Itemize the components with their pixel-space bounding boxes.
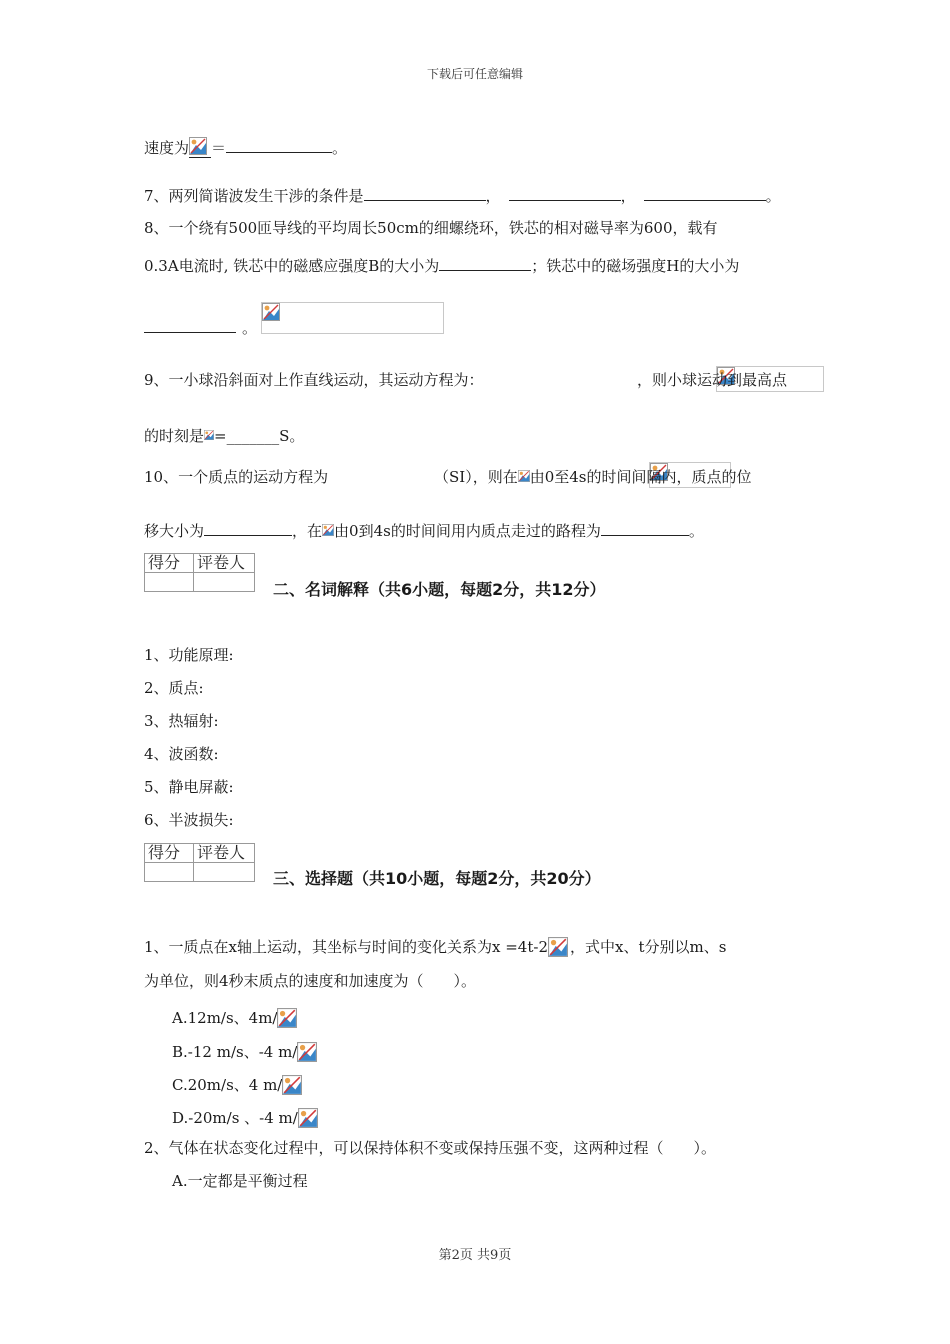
option-text: A.12m/s、4m/: [172, 1009, 278, 1027]
answer-blank: [439, 256, 531, 271]
option-c: [172, 1075, 304, 1095]
text: 速度为: [144, 139, 190, 157]
text: 0.3A电流时, 铁芯中的磁感应强度B的大小为: [144, 257, 440, 275]
broken-image-icon: [262, 303, 280, 321]
text: 。: [765, 187, 781, 205]
score-table: [144, 843, 255, 882]
question-10-line1a: 10、一个质点的运动方程为: [144, 468, 329, 486]
formula-image: [282, 1075, 304, 1095]
choice-question-2: 2、气体在状态变化过程中，可以保持体积不变或保持压强不变，这两种过程（ ）。: [144, 1139, 717, 1157]
section-3-title: 三、选择题（共10小题，每题2分，共20分）: [273, 869, 601, 888]
broken-image-icon: [282, 1075, 302, 1095]
choice-question-1: [144, 937, 726, 957]
speed-line: [144, 137, 347, 158]
option-d: [172, 1108, 320, 1128]
answer-blank: [509, 186, 621, 201]
broken-image-icon: [322, 521, 334, 539]
formula-image: [277, 1008, 299, 1028]
formula-image: [548, 937, 570, 957]
text: 1、一质点在x轴上运动，其坐标与时间的变化关系为x =4t-2: [144, 938, 548, 956]
answer-blank: [601, 521, 689, 536]
question-8-line2: [144, 256, 739, 276]
text: ，: [620, 187, 636, 205]
question-9-line1-end: ，则小球运动到最高点: [637, 371, 788, 389]
text: 由0至4s的时间间隔内，质点的位: [529, 468, 752, 486]
formula-image: [189, 137, 211, 158]
broken-image-icon: [204, 426, 214, 444]
text: 移大小为: [144, 522, 205, 540]
option-a: A.一定都是平衡过程: [172, 1172, 308, 1190]
broken-image-icon: [298, 1108, 318, 1128]
broken-image-icon: [189, 137, 207, 155]
answer-blank: [204, 521, 292, 536]
score-cell: [145, 573, 194, 592]
text: ＝: [211, 139, 227, 157]
option-a: [172, 1008, 299, 1028]
option-text: B.-12 m/s、-4 m/: [172, 1043, 298, 1061]
page-footer: 第2页 共9页: [438, 1248, 512, 1263]
question-9-line2: [144, 426, 304, 446]
broken-image-icon: [277, 1008, 297, 1028]
grader-cell: [194, 863, 255, 882]
text: =_______S。: [214, 427, 305, 445]
formula-image: [298, 1108, 320, 1128]
option-text: C.20m/s、4 m/: [172, 1076, 283, 1094]
broken-image-icon: [548, 937, 568, 957]
choice-question-1-line2: 为单位，则4秒末质点的速度和加速度为（ ）。: [144, 972, 477, 990]
grader-label: 评卷人: [194, 554, 255, 573]
question-9-line1: 9、一小球沿斜面对上作直线运动，其运动方程为：: [144, 371, 484, 389]
text: 。: [242, 319, 258, 337]
term-item: 3、热辐射:: [144, 712, 219, 730]
grader-label: 评卷人: [194, 844, 255, 863]
text: 。: [332, 139, 348, 157]
section-2-title: 二、名词解释（共6小题，每题2分，共12分）: [273, 580, 606, 599]
page-header: 下载后可任意编辑: [426, 67, 523, 81]
answer-blank: [644, 186, 766, 201]
formula-image: [518, 467, 530, 487]
text: ，式中x、t分别以m、s: [569, 938, 727, 956]
text: ，: [485, 187, 501, 205]
score-label: 得分: [145, 844, 194, 863]
term-item: 2、质点:: [144, 679, 204, 697]
text: 由0到4s的时间间用内质点走过的路程为: [334, 522, 601, 540]
text: 的时刻是: [144, 427, 205, 445]
score-label: 得分: [145, 554, 194, 573]
text: ，在: [292, 522, 323, 540]
grader-cell: [194, 573, 255, 592]
answer-blank: [364, 186, 486, 201]
question-8-line1: 8、一个绕有500匝导线的平均周长50cm的细螺绕环，铁芯的相对磁导率为600，载有: [144, 219, 718, 237]
question-10-line1b: [434, 467, 752, 487]
text: ；铁芯中的磁场强度H的大小为: [531, 257, 740, 275]
text: 。: [688, 522, 704, 540]
option-b: [172, 1042, 319, 1062]
question-8-line3: [144, 318, 257, 338]
term-item: 1、功能原理:: [144, 646, 234, 664]
formula-image: [204, 426, 214, 446]
broken-image-icon: [518, 467, 530, 485]
formula-image: [297, 1042, 319, 1062]
score-cell: [145, 863, 194, 882]
broken-image-icon: [297, 1042, 317, 1062]
text: 7、两列简谐波发生干涉的条件是: [144, 187, 364, 205]
term-item: 4、波函数:: [144, 745, 219, 763]
score-table: [144, 553, 255, 592]
formula-image: [261, 302, 444, 334]
answer-blank: [226, 138, 332, 153]
text: （SI），则在: [434, 468, 518, 486]
term-item: 5、静电屏蔽:: [144, 778, 234, 796]
term-item: 6、半波损失:: [144, 811, 234, 829]
question-7: [144, 186, 781, 206]
option-text: D.-20m/s 、-4 m/: [172, 1109, 298, 1127]
formula-image: [322, 521, 334, 541]
answer-blank: [144, 318, 236, 333]
question-10-line2: [144, 521, 704, 541]
